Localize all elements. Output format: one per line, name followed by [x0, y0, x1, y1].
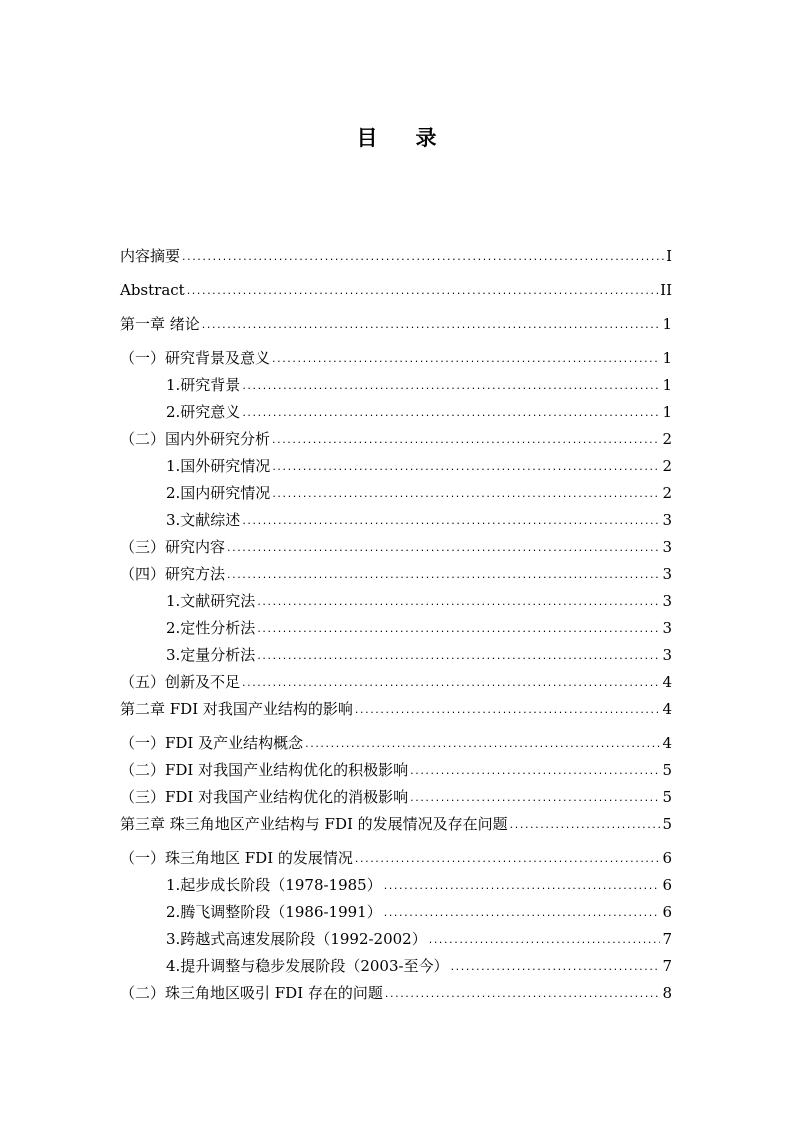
toc-entry[interactable] [120, 453, 672, 480]
toc-entry[interactable] [120, 507, 672, 534]
toc-entry-label: Abstract [120, 281, 185, 299]
toc-entry[interactable] [120, 669, 672, 696]
toc-leader-dots [305, 730, 660, 757]
toc-entry-label: 1.国外研究情况 [166, 457, 271, 475]
toc-page-number: 3 [662, 565, 672, 583]
toc-page-number: I [666, 247, 672, 265]
toc-page-number: 3 [662, 619, 672, 637]
toc-entry-label: （三）FDI 对我国产业结构优化的消极影响 [120, 788, 409, 806]
toc-entry[interactable] [120, 980, 672, 1007]
toc-entry[interactable] [120, 480, 672, 507]
toc-entry-label: 第三章 珠三角地区产业结构与 FDI 的发展情况及存在问题 [120, 815, 508, 833]
toc-entry-label: 1.文献研究法 [166, 592, 256, 610]
toc-leader-dots [272, 480, 660, 507]
toc-leader-dots [272, 453, 660, 480]
toc-leader-dots [242, 372, 660, 399]
toc-page-number: 7 [662, 957, 672, 975]
toc-leader-dots [385, 980, 661, 1007]
toc-entry[interactable] [120, 899, 672, 926]
toc-entry-label: 第一章 绪论 [120, 315, 200, 333]
toc-entry[interactable] [120, 311, 672, 345]
toc-page-number: 3 [662, 592, 672, 610]
toc-entry[interactable] [120, 345, 672, 372]
toc-entry[interactable] [120, 730, 672, 757]
toc-leader-dots [355, 696, 661, 723]
toc-leader-dots [242, 669, 660, 696]
toc-entry[interactable] [120, 243, 672, 277]
toc-entry[interactable] [120, 642, 672, 669]
toc-entry[interactable] [120, 953, 672, 980]
title-char-1: 目 [356, 125, 378, 150]
toc-entry[interactable] [120, 561, 672, 588]
toc-leader-dots [257, 615, 660, 642]
toc-entry-label: （二）珠三角地区吸引 FDI 存在的问题 [120, 984, 383, 1002]
toc-page-number: 3 [662, 538, 672, 556]
page-title [0, 122, 793, 152]
toc-page-number: II [660, 281, 672, 299]
toc-entry[interactable] [120, 534, 672, 561]
toc-page-number: 5 [662, 815, 672, 833]
toc-page-number: 6 [662, 849, 672, 867]
toc-page-number: 1 [662, 403, 672, 421]
toc-entry-label: （二）FDI 对我国产业结构优化的积极影响 [120, 761, 409, 779]
toc-leader-dots [451, 953, 661, 980]
toc-leader-dots [410, 757, 660, 784]
table-of-contents [120, 243, 672, 1007]
toc-page-number: 1 [662, 376, 672, 394]
toc-page-number: 1 [662, 315, 672, 333]
toc-entry[interactable] [120, 399, 672, 426]
toc-leader-dots [227, 561, 660, 588]
toc-leader-dots [510, 811, 661, 838]
toc-entry[interactable] [120, 811, 672, 845]
toc-page-number: 8 [662, 984, 672, 1002]
toc-page-number: 2 [662, 484, 672, 502]
toc-leader-dots [272, 345, 660, 372]
toc-leader-dots [187, 277, 658, 304]
toc-page-number: 3 [662, 646, 672, 664]
toc-entry-label: （一）珠三角地区 FDI 的发展情况 [120, 849, 353, 867]
toc-leader-dots [202, 311, 661, 338]
toc-entry-label: 3.文献综述 [166, 511, 241, 529]
toc-entry[interactable] [120, 372, 672, 399]
toc-entry-label: 2.国内研究情况 [166, 484, 271, 502]
toc-page-number: 4 [662, 734, 672, 752]
toc-leader-dots [410, 784, 660, 811]
toc-page-number: 3 [662, 511, 672, 529]
toc-entry-label: 3.跨越式高速发展阶段（1992-2002） [166, 930, 427, 948]
toc-entry-label: 2.定性分析法 [166, 619, 256, 637]
toc-page-number: 5 [662, 788, 672, 806]
toc-leader-dots [429, 926, 661, 953]
toc-page-number: 6 [662, 876, 672, 894]
toc-entry[interactable] [120, 588, 672, 615]
toc-entry-label: 2.研究意义 [166, 403, 241, 421]
toc-entry-label: （四）研究方法 [120, 565, 226, 583]
toc-entry[interactable] [120, 696, 672, 730]
toc-entry-label: （一）研究背景及意义 [120, 349, 271, 367]
toc-entry-label: 第二章 FDI 对我国产业结构的影响 [120, 700, 353, 718]
toc-entry[interactable] [120, 757, 672, 784]
toc-leader-dots [384, 872, 661, 899]
toc-entry-label: （二）国内外研究分析 [120, 430, 271, 448]
toc-entry-label: （一）FDI 及产业结构概念 [120, 734, 304, 752]
toc-entry[interactable] [120, 784, 672, 811]
toc-entry-label: 3.定量分析法 [166, 646, 256, 664]
toc-entry[interactable] [120, 426, 672, 453]
toc-page-number: 6 [662, 903, 672, 921]
toc-entry[interactable] [120, 926, 672, 953]
toc-entry-label: 1.起步成长阶段（1978-1985） [166, 876, 382, 894]
toc-leader-dots [242, 507, 660, 534]
toc-entry-label: 2.腾飞调整阶段（1986-1991） [166, 903, 382, 921]
toc-entry[interactable] [120, 615, 672, 642]
toc-leader-dots [227, 534, 660, 561]
toc-page-number: 4 [662, 673, 672, 691]
toc-leader-dots [384, 899, 661, 926]
toc-page-number: 2 [662, 430, 672, 448]
toc-entry-label: （三）研究内容 [120, 538, 226, 556]
toc-entry-label: 4.提升调整与稳步发展阶段（2003-至今） [166, 957, 449, 975]
toc-leader-dots [242, 399, 660, 426]
toc-leader-dots [272, 426, 660, 453]
toc-page-number: 5 [662, 761, 672, 779]
toc-leader-dots [257, 588, 660, 615]
toc-entry[interactable] [120, 872, 672, 899]
toc-leader-dots [182, 243, 664, 270]
toc-leader-dots [257, 642, 660, 669]
toc-leader-dots [355, 845, 661, 872]
toc-page-number: 1 [662, 349, 672, 367]
toc-page-number: 4 [662, 700, 672, 718]
title-char-2: 录 [415, 125, 437, 150]
toc-page-number: 2 [662, 457, 672, 475]
toc-entry-label: （五）创新及不足 [120, 673, 241, 691]
toc-entry-label: 内容摘要 [120, 247, 181, 265]
toc-entry-label: 1.研究背景 [166, 376, 241, 394]
toc-page-number: 7 [662, 930, 672, 948]
toc-entry[interactable] [120, 277, 672, 311]
toc-entry[interactable] [120, 845, 672, 872]
